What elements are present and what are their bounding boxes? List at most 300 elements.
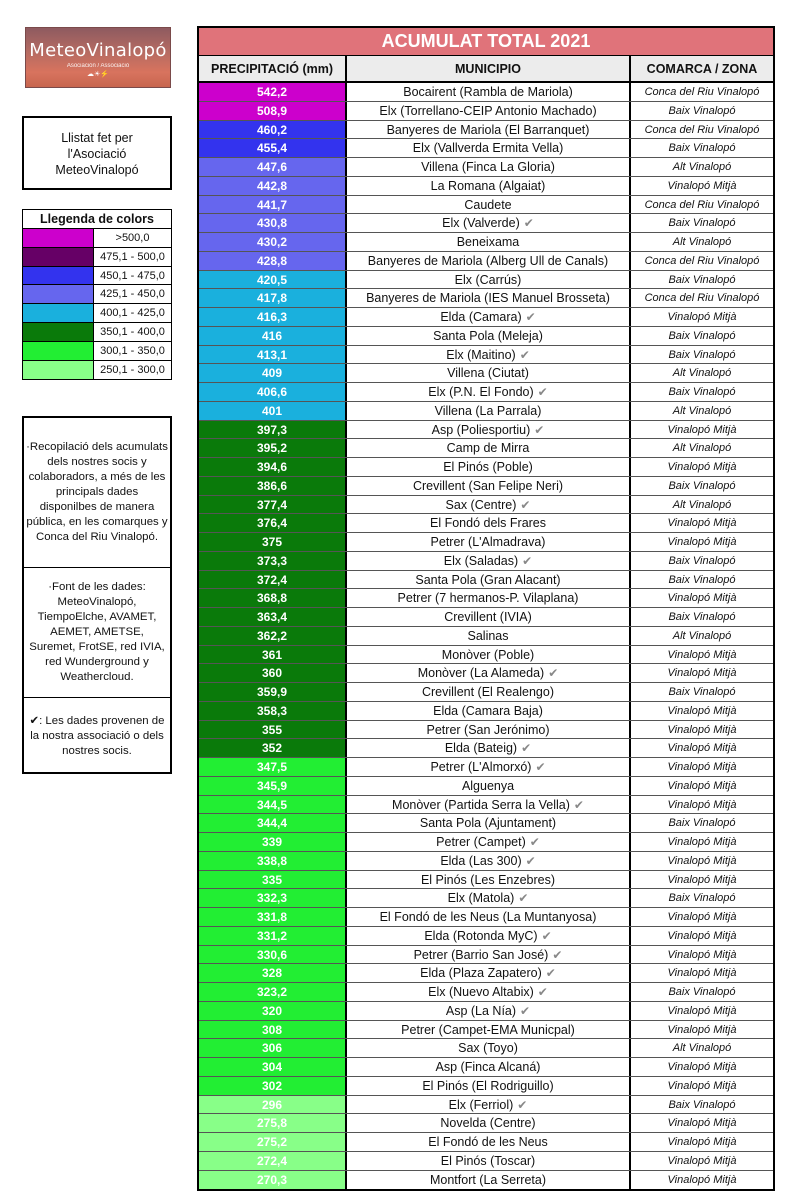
table-row (199, 1077, 773, 1096)
precipitation-value: 413,1 (199, 346, 347, 364)
note-compilation: ·Recopilació dels acumulats dels nostres socis y colaboradors, a més de les principals dades disponilbes de manera pública, en les comarques y Conca del Riu Vinalopó. (24, 418, 170, 568)
legend-range: 250,1 - 300,0 (100, 363, 165, 376)
precipitation-value: 360 (199, 664, 347, 682)
municipio-name: Elda (Bateig) (444, 741, 518, 756)
municipio-cell (347, 514, 631, 532)
municipio-cell (347, 158, 631, 176)
precipitation-value: 441,7 (199, 196, 347, 214)
precipitation-value: 308 (199, 1021, 347, 1039)
zone-cell: Vinalopó Mitjà (667, 742, 737, 755)
zone-cell: Conca del Riu Vinalopó (644, 123, 760, 136)
municipio-cell (347, 1152, 631, 1170)
table-row (199, 964, 773, 983)
precipitation-value: 401 (199, 402, 347, 420)
legend-swatch (23, 229, 94, 247)
municipio-cell (347, 1114, 631, 1132)
precipitation-value: 377,4 (199, 496, 347, 514)
legend-item (23, 267, 171, 286)
zone-cell: Vinalopó Mitjà (667, 592, 737, 605)
table-row (199, 627, 773, 646)
credit-box (22, 116, 172, 190)
municipio-cell (347, 496, 631, 514)
municipio-name: Montfort (La Serreta) (429, 1172, 546, 1187)
municipio-name: Villena (Ciutat) (447, 366, 529, 381)
zone-cell: Alt Vinalopó (672, 404, 732, 417)
zone-cell: Conca del Riu Vinalopó (644, 254, 760, 267)
zone-cell: Vinalopó Mitjà (667, 967, 737, 980)
zone-cell: Vinalopó Mitjà (667, 873, 737, 886)
municipio-cell (347, 139, 631, 157)
municipio-cell (347, 683, 631, 701)
municipio-cell (347, 796, 631, 814)
legend-item (23, 229, 171, 248)
municipio-name: Elda (Camara Baja) (433, 703, 543, 718)
table-row (199, 102, 773, 121)
table-row (199, 758, 773, 777)
check-icon: ✔ (523, 216, 534, 231)
municipio-name: Crevillent (IVIA) (444, 610, 532, 624)
municipio-cell (347, 814, 631, 832)
table-row (199, 1002, 773, 1021)
municipio-cell (347, 1002, 631, 1020)
table-row (199, 308, 773, 327)
legend-swatch (23, 342, 94, 360)
zone-cell: Vinalopó Mitjà (667, 1117, 737, 1130)
legend-item (23, 248, 171, 267)
precipitation-value: 344,4 (199, 814, 347, 832)
municipio-name: Elx (Valverde) (442, 216, 520, 231)
check-icon: ✔ (525, 853, 536, 868)
table-row (199, 1021, 773, 1040)
zone-cell: Vinalopó Mitjà (667, 1023, 737, 1036)
municipio-name: Elda (Camara) (440, 310, 522, 324)
zone-cell: Conca del Riu Vinalopó (644, 86, 760, 98)
municipio-name: Petrer (Campet-EMA Municpal) (401, 1022, 575, 1037)
table-row (199, 346, 773, 365)
zone-cell: Alt Vinalopó (672, 1042, 732, 1055)
municipio-cell (347, 214, 631, 232)
table-row (199, 271, 773, 290)
municipio-name: Santa Pola (Meleja) (433, 328, 543, 343)
zone-cell: Alt Vinalopó (672, 367, 732, 380)
municipio-name: Elx (Maitino) (446, 347, 516, 362)
municipio-name: Banyeres de Mariola (El Barranquet) (386, 122, 590, 137)
legend-title: Llegenda de colors (23, 210, 171, 229)
municipio-cell (347, 196, 631, 214)
precipitation-value: 330,6 (199, 946, 347, 964)
table-row (199, 439, 773, 458)
legend-range: 450,1 - 475,0 (100, 269, 165, 282)
check-icon: ✔ (522, 553, 533, 568)
zone-cell: Baix Vinalopó (668, 348, 736, 361)
zone-cell: Baix Vinalopó (668, 104, 736, 117)
meteovinalopo-logo (25, 27, 171, 88)
municipio-cell (347, 983, 631, 1001)
table-row (199, 646, 773, 665)
municipio-name: Banyeres de Mariola (Alberg Ull de Canals) (367, 253, 609, 268)
precipitation-value: 460,2 (199, 121, 347, 139)
municipio-name: Monòver (Partida Serra la Vella) (392, 797, 570, 812)
legend-swatch (23, 361, 94, 380)
precipitation-value: 347,5 (199, 758, 347, 776)
municipio-cell (347, 608, 631, 626)
precipitation-value: 375 (199, 533, 347, 551)
municipio-cell (347, 927, 631, 945)
zone-cell: Vinalopó Mitjà (667, 723, 737, 736)
precipitation-value: 430,2 (199, 233, 347, 251)
zone-cell: Vinalopó Mitjà (667, 1154, 737, 1167)
municipio-name: Monòver (Poble) (441, 647, 535, 662)
zone-cell: Baix Vinalopó (668, 329, 736, 342)
table-row (199, 402, 773, 421)
municipio-name: Elx (Matola) (447, 891, 515, 906)
zone-cell: Vinalopó Mitjà (667, 704, 737, 717)
table-row (199, 852, 773, 871)
municipio-cell (347, 702, 631, 720)
zone-cell: Conca del Riu Vinalopó (644, 198, 760, 211)
zone-cell: Conca del Riu Vinalopó (644, 292, 760, 305)
municipio-name: Villena (La Parrala) (434, 403, 542, 418)
municipio-name: Asp (La Nía) (445, 1003, 517, 1018)
header-zone: COMARCA / ZONA (646, 61, 758, 76)
precipitation-value: 376,4 (199, 514, 347, 532)
check-icon: ✔ (520, 497, 531, 512)
precipitation-value: 345,9 (199, 777, 347, 795)
precipitation-value: 416,3 (199, 308, 347, 326)
municipio-cell (347, 327, 631, 345)
legend-swatch (23, 304, 94, 322)
check-icon: ✔ (535, 760, 546, 774)
check-icon: ✔ (525, 310, 536, 324)
credit-line-3: MeteoVinalopó (55, 163, 139, 177)
municipio-name: Asp (Finca Alcaná) (435, 1060, 541, 1074)
table-row (199, 608, 773, 627)
precipitation-value: 302 (199, 1077, 347, 1095)
precipitation-value: 508,9 (199, 102, 347, 120)
table-row (199, 1171, 773, 1190)
municipio-name: Elda (Rotonda MyC) (424, 928, 538, 943)
precipitation-value: 331,2 (199, 927, 347, 945)
precipitation-value: 395,2 (199, 439, 347, 457)
municipio-name: Petrer (7 hermanos-P. Vilaplana) (397, 591, 579, 606)
table-row (199, 889, 773, 908)
precipitation-value: 328 (199, 964, 347, 982)
municipio-cell (347, 346, 631, 364)
precipitation-value: 417,8 (199, 289, 347, 307)
municipio-name: El Pinós (Les Enzebres) (420, 872, 556, 887)
precipitation-value: 406,6 (199, 383, 347, 401)
municipio-name: Petrer (Campet) (436, 835, 526, 849)
municipio-cell (347, 777, 631, 795)
check-icon: ✔ (520, 1003, 531, 1018)
zone-cell: Vinalopó Mitjà (667, 517, 737, 530)
notes-box (22, 416, 172, 774)
check-icon: ✔ (548, 666, 559, 681)
municipio-name: Sax (Centre) (445, 497, 517, 512)
precipitation-value: 275,2 (199, 1133, 347, 1151)
precipitation-value: 352 (199, 739, 347, 757)
zone-cell: Baix Vinalopó (668, 386, 736, 398)
table-row (199, 833, 773, 852)
zone-cell: Alt Vinalopó (672, 498, 732, 511)
zone-cell: Baix Vinalopó (668, 217, 736, 230)
precipitation-value: 359,9 (199, 683, 347, 701)
table-row (199, 383, 773, 402)
municipio-name: El Fondó dels Frares (429, 516, 547, 531)
table-row (199, 83, 773, 102)
credit-line-2: l'Asociació (67, 147, 127, 161)
municipio-cell (347, 1077, 631, 1095)
table-row (199, 158, 773, 177)
table-row (199, 739, 773, 758)
check-icon: ✔ (537, 985, 548, 999)
table-row (199, 233, 773, 252)
legend-item (23, 304, 171, 323)
table-row (199, 533, 773, 552)
precipitation-value: 332,3 (199, 889, 347, 907)
precipitation-value: 272,4 (199, 1152, 347, 1170)
precipitation-value: 362,2 (199, 627, 347, 645)
table-row (199, 1039, 773, 1058)
header-municipio: MUNICIPIO (347, 56, 631, 81)
municipio-name: Petrer (San Jerónimo) (426, 722, 550, 737)
zone-cell: Vinalopó Mitjà (667, 536, 737, 548)
table-row (199, 983, 773, 1002)
zone-cell: Vinalopó Mitjà (667, 1173, 737, 1186)
zone-cell: Baix Vinalopó (668, 892, 736, 905)
municipio-cell (347, 383, 631, 401)
legend-swatch (23, 267, 94, 285)
color-legend (22, 209, 172, 380)
precipitation-value: 320 (199, 1002, 347, 1020)
municipio-cell (347, 739, 631, 757)
municipio-cell (347, 1039, 631, 1057)
municipio-name: Elx (Torrellano-CEIP Antonio Machado) (379, 103, 597, 118)
municipio-name: El Pinós (Toscar) (440, 1153, 536, 1168)
check-icon: ✔ (573, 797, 584, 812)
zone-cell: Vinalopó Mitjà (667, 779, 737, 792)
legend-item (23, 285, 171, 304)
zone-cell: Vinalopó Mitjà (667, 179, 737, 192)
municipio-cell (347, 964, 631, 982)
municipio-cell (347, 1096, 631, 1114)
municipio-cell (347, 439, 631, 457)
table-row (199, 496, 773, 515)
municipio-name: Villena (Finca La Gloria) (421, 160, 555, 174)
municipio-name: La Romana (Algaiat) (430, 178, 546, 193)
municipio-name: Elda (Las 300) (440, 853, 522, 868)
table-row (199, 458, 773, 477)
zone-cell: Alt Vinalopó (672, 161, 732, 173)
precipitation-value: 339 (199, 833, 347, 851)
municipio-cell (347, 177, 631, 195)
zone-cell: Alt Vinalopó (672, 629, 732, 642)
municipio-name: El Pinós (Poble) (443, 460, 533, 474)
precipitation-value: 409 (199, 364, 347, 382)
rainfall-table (197, 26, 775, 1191)
municipio-name: Petrer (L'Almadrava) (430, 535, 546, 549)
table-row (199, 1133, 773, 1152)
zone-cell: Vinalopó Mitjà (667, 648, 737, 661)
municipio-name: Elx (Saladas) (443, 553, 519, 568)
zone-cell: Baix Vinalopó (668, 986, 736, 998)
precipitation-value: 323,2 (199, 983, 347, 1001)
credit-line-1: Llistat fet per (61, 131, 133, 145)
zone-cell: Vinalopó Mitjà (667, 1079, 737, 1092)
municipio-cell (347, 908, 631, 926)
precipitation-value: 306 (199, 1039, 347, 1057)
precipitation-value: 542,2 (199, 83, 347, 101)
municipio-cell (347, 121, 631, 139)
table-body (199, 83, 773, 1189)
municipio-name: Santa Pola (Gran Alacant) (415, 572, 561, 587)
table-row (199, 683, 773, 702)
table-row (199, 327, 773, 346)
check-icon: ✔ (545, 966, 556, 981)
table-row (199, 139, 773, 158)
municipio-cell (347, 421, 631, 439)
table-title: ACUMULAT TOTAL 2021 (199, 28, 773, 56)
precipitation-value: 372,4 (199, 571, 347, 589)
precipitation-value: 394,6 (199, 458, 347, 476)
zone-cell: Alt Vinalopó (672, 236, 732, 248)
legend-range: 425,1 - 450,0 (100, 288, 165, 301)
table-row (199, 946, 773, 965)
check-icon: ✔ (519, 347, 530, 362)
zone-cell: Vinalopó Mitjà (667, 311, 737, 323)
municipio-name: Petrer (L'Almorxó) (430, 760, 532, 774)
zone-cell: Baix Vinalopó (668, 273, 736, 286)
precipitation-value: 355 (199, 721, 347, 739)
table-row (199, 589, 773, 608)
zone-cell: Baix Vinalopó (668, 573, 736, 586)
municipio-cell (347, 458, 631, 476)
table-row (199, 1096, 773, 1115)
precipitation-value: 416 (199, 327, 347, 345)
table-row (199, 702, 773, 721)
municipio-name: Elx (Vallverda Ermita Vella) (412, 141, 564, 156)
table-row (199, 214, 773, 233)
municipio-name: Novelda (Centre) (440, 1116, 536, 1131)
precipitation-value: 442,8 (199, 177, 347, 195)
municipio-name: Asp (Poliesportiu) (431, 422, 531, 437)
zone-cell: Vinalopó Mitjà (667, 1061, 737, 1073)
note-sources: ·Font de les dades: MeteoVinalopó, TiempoElche, AVAMET, AEMET, AMETSE, Suremet, FrotSE, red IVIA, red Wunderground y Weathercloud. (24, 568, 170, 698)
precipitation-value: 428,8 (199, 252, 347, 270)
precipitation-value: 304 (199, 1058, 347, 1076)
municipio-name: Elx (P.N. El Fondo) (428, 385, 534, 399)
municipio-cell (347, 402, 631, 420)
municipio-cell (347, 271, 631, 289)
municipio-name: Monòver (La Alameda) (417, 666, 545, 681)
precipitation-value: 368,8 (199, 589, 347, 607)
precipitation-value: 331,8 (199, 908, 347, 926)
municipio-name: Elx (Ferriol) (448, 1097, 514, 1112)
table-header (199, 56, 773, 83)
municipio-name: Alguenya (461, 778, 515, 793)
municipio-cell (347, 252, 631, 270)
table-row (199, 927, 773, 946)
zone-cell: Vinalopó Mitjà (667, 461, 737, 473)
municipio-cell (347, 589, 631, 607)
municipio-name: Elx (Carrús) (454, 272, 522, 287)
municipio-cell (347, 102, 631, 120)
table-row (199, 289, 773, 308)
table-row (199, 177, 773, 196)
municipio-cell (347, 946, 631, 964)
precipitation-value: 373,3 (199, 552, 347, 570)
municipio-name: Santa Pola (Ajuntament) (419, 816, 557, 831)
municipio-name: Crevillent (San Felipe Neri) (412, 478, 564, 493)
check-icon: ✔ (552, 947, 563, 962)
municipio-cell (347, 758, 631, 776)
municipio-name: Elda (Plaza Zapatero) (420, 966, 542, 981)
precipitation-value: 420,5 (199, 271, 347, 289)
legend-swatch (23, 248, 94, 266)
zone-cell: Baix Vinalopó (668, 554, 736, 567)
header-precipitation: PRECIPITACIÓ (mm) (199, 56, 347, 81)
zone-cell: Baix Vinalopó (668, 142, 736, 155)
precipitation-value: 344,5 (199, 796, 347, 814)
table-row (199, 796, 773, 815)
table-row (199, 552, 773, 571)
precipitation-value: 270,3 (199, 1171, 347, 1190)
municipio-cell (347, 1021, 631, 1039)
precipitation-value: 397,3 (199, 421, 347, 439)
zone-cell: Alt Vinalopó (672, 442, 732, 455)
municipio-name: Elx (Nuevo Altabix) (428, 985, 534, 999)
zone-cell: Vinalopó Mitjà (667, 929, 737, 942)
municipio-name: Banyeres de Mariola (IES Manuel Brosseta) (366, 291, 610, 306)
table-row (199, 777, 773, 796)
check-icon: ✔ (529, 835, 540, 849)
municipio-cell (347, 552, 631, 570)
zone-cell: Baix Vinalopó (668, 611, 736, 623)
table-row (199, 1114, 773, 1133)
zone-cell: Vinalopó Mitjà (667, 854, 737, 867)
legend-range: 475,1 - 500,0 (100, 250, 165, 263)
municipio-name: El Fondó de les Neus (La Muntanyosa) (379, 910, 597, 924)
municipio-name: Petrer (Barrio San José) (413, 947, 549, 962)
zone-cell: Vinalopó Mitjà (667, 911, 737, 923)
table-row (199, 121, 773, 140)
municipio-cell (347, 477, 631, 495)
table-row (199, 196, 773, 215)
check-icon: ✔ (541, 928, 552, 943)
table-row (199, 1152, 773, 1171)
precipitation-value: 455,4 (199, 139, 347, 157)
municipio-cell (347, 533, 631, 551)
precipitation-value: 430,8 (199, 214, 347, 232)
municipio-name: Caudete (464, 197, 512, 212)
zone-cell: Baix Vinalopó (668, 817, 736, 830)
table-row (199, 908, 773, 927)
zone-cell: Baix Vinalopó (668, 686, 736, 698)
logo-title: MeteoVinalopó (29, 40, 167, 61)
check-icon: ✔ (517, 1097, 528, 1112)
legend-swatch (23, 285, 94, 303)
municipio-cell (347, 664, 631, 682)
municipio-cell (347, 721, 631, 739)
municipio-cell (347, 83, 631, 101)
municipio-cell (347, 289, 631, 307)
legend-item (23, 323, 171, 342)
municipio-name: Crevillent (El Realengo) (421, 685, 554, 699)
zone-cell: Vinalopó Mitjà (667, 948, 737, 961)
municipio-name: Sax (Toyo) (458, 1041, 518, 1056)
zone-cell: Vinalopó Mitjà (667, 836, 737, 848)
table-row (199, 421, 773, 440)
